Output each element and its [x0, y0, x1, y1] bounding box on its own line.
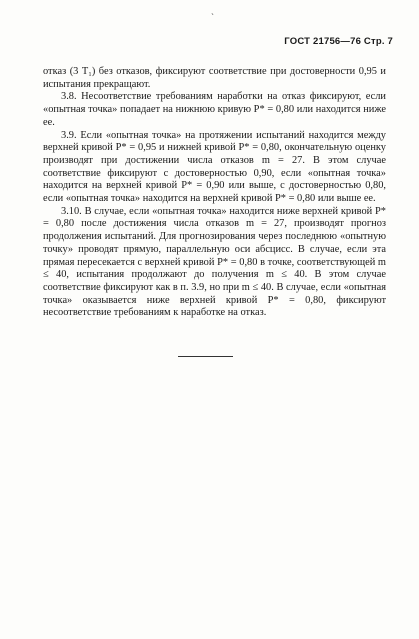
paragraph-3-10: 3.10. В случае, если «опытная точка» находится ниже верхней кривой P* = 0,80 после достижения числа отказов m = 27, производят прогноз продолжения испытаний. Для прогнозирования через последнюю «опытную точку» проводят прямую, параллельную оси абсцисс. В случае, если эта прямая пересекается с верхней кривой P* = 0,80 в точке, соответствующей m ≤ 40, испытания продолжают до получения m ≤ 40. В этом случае соответствие фиксируют как в п. 3.9, но при m ≤ 40. В случае, если «опытная точка» оказывается ниже верхней кривой P* = 0,80, фиксируют несоответствие требованиям к наработке на отказ. — [43, 205, 386, 319]
paragraph-3-9: 3.9. Если «опытная точка» на протяжении испытаний находится между верхней кривой P* = 0,95 и нижней кривой P* = 0,80, окончательную оценку производят при достижении числа отказов m = 27. В этом случае соответствие фиксируют с достоверностью 0,90, если «опытная точка» находится на верхней кривой P* = 0,90 или выше, с достоверностью 0,80, если «опытная точка» находится на верхней кривой P* = 0,80 или выше ее. — [43, 129, 386, 205]
paragraph-continuation: отказ (3 T₁) без отказов, фиксируют соответствие при достоверности 0,95 и испытания прекращают. — [43, 66, 386, 90]
paragraph-3-8: 3.8. Несоответствие требованиям наработки на отказ фиксируют, если «опытная точка» попадает на нижнюю кривую P* = 0,80 или находится ниже ее. — [43, 91, 386, 128]
page-header: ГОСТ 21756—76 Стр. 7 — [284, 36, 393, 47]
section-divider — [178, 356, 233, 357]
document-body — [43, 66, 386, 320]
page-tick-mark: ` — [211, 12, 214, 22]
